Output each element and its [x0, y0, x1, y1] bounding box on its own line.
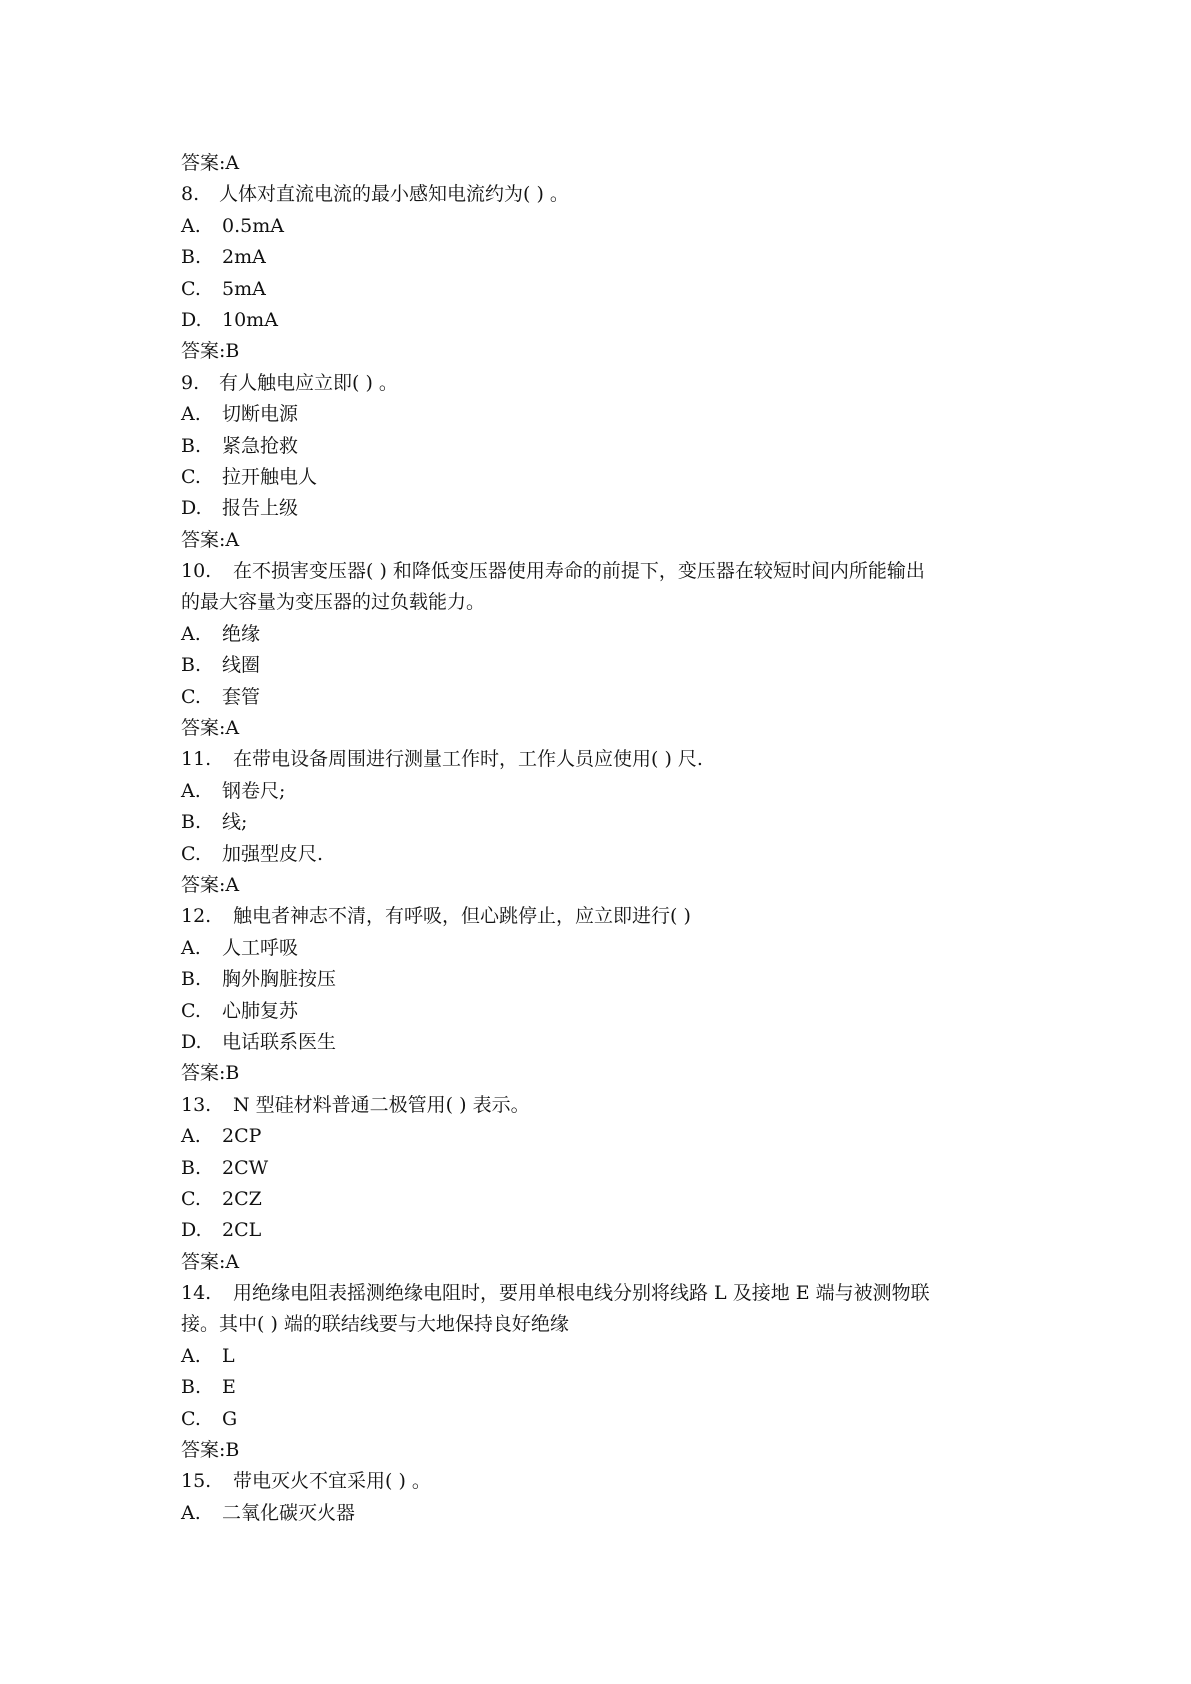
- option-text: L: [222, 1344, 235, 1367]
- option-text: 二氧化碳灭火器: [222, 1501, 356, 1524]
- option-letter: C.: [181, 999, 201, 1022]
- question-text: 在不损害变压器( ) 和降低变压器使用寿命的前提下，变压器在较短时间内所能输出: [233, 560, 925, 583]
- option-text: 2CL: [222, 1219, 262, 1242]
- option-letter: B.: [181, 434, 202, 457]
- option-letter: D.: [181, 1219, 202, 1242]
- option-line: [181, 462, 1011, 493]
- option-text: 10mA: [222, 308, 278, 331]
- option-line: [181, 964, 1011, 995]
- option-line: [181, 807, 1011, 838]
- question-number: 9.: [181, 371, 200, 394]
- option-letter: A.: [181, 403, 201, 426]
- option-text: 2CZ: [222, 1187, 262, 1210]
- option-letter: B.: [181, 968, 202, 991]
- question-line: [181, 1090, 1011, 1121]
- question-line: [181, 179, 1011, 210]
- option-line: [181, 211, 1011, 242]
- option-letter: C.: [181, 1187, 201, 1210]
- option-line: [181, 996, 1011, 1027]
- option-letter: C.: [181, 685, 201, 708]
- question-line: [181, 1278, 1011, 1309]
- option-text: 人工呼吸: [222, 936, 299, 959]
- option-line: [181, 1372, 1011, 1403]
- option-line: [181, 431, 1011, 462]
- answer-line: 答案:B: [181, 1439, 240, 1462]
- option-letter: C.: [181, 842, 201, 865]
- option-letter: A.: [181, 622, 201, 645]
- question-line: [181, 744, 1011, 775]
- option-line: [181, 1184, 1011, 1215]
- option-letter: A.: [181, 936, 201, 959]
- option-letter: C.: [181, 465, 201, 488]
- option-text: 胸外胸脏按压: [222, 968, 337, 991]
- question-text: 人体对直流电流的最小感知电流约为( ) 。: [219, 183, 569, 206]
- question-number: 11.: [181, 748, 212, 771]
- question-continuation: 的最大容量为变压器的过负载能力。: [181, 591, 486, 614]
- answer-line: 答案:A: [181, 717, 240, 740]
- answer-line: 答案:A: [181, 152, 240, 174]
- option-line: [181, 839, 1011, 870]
- option-letter: B.: [181, 246, 202, 269]
- option-letter: A.: [181, 1125, 201, 1148]
- option-line: [181, 493, 1011, 524]
- answer-line: 答案:B: [181, 1062, 240, 1085]
- option-text: 钢卷尺;: [222, 779, 286, 802]
- answer-line: 答案:A: [181, 873, 240, 896]
- option-line: [181, 242, 1011, 273]
- option-letter: D.: [181, 497, 202, 520]
- question-number: 12.: [181, 905, 212, 928]
- option-line: [181, 1121, 1011, 1152]
- option-letter: D.: [181, 308, 202, 331]
- option-text: 线;: [222, 811, 248, 834]
- option-letter: C.: [181, 1407, 201, 1430]
- question-list: [181, 148, 1011, 1529]
- option-letter: A.: [181, 779, 201, 802]
- question-continuation: 接。其中( ) 端的联结线要与大地保持良好绝缘: [181, 1313, 569, 1336]
- option-letter: D.: [181, 1030, 202, 1053]
- answer-line: 答案:A: [181, 1250, 240, 1273]
- option-letter: C.: [181, 277, 201, 300]
- option-letter: B.: [181, 1156, 202, 1179]
- option-text: E: [222, 1376, 236, 1399]
- option-text: 紧急抢救: [222, 434, 299, 457]
- option-letter: B.: [181, 654, 202, 677]
- option-text: 切断电源: [222, 403, 299, 426]
- option-text: 报告上级: [222, 497, 299, 520]
- question-number: 14.: [181, 1282, 212, 1305]
- question-number: 15.: [181, 1470, 212, 1493]
- option-text: 心肺复苏: [222, 999, 299, 1022]
- question-line: [181, 368, 1011, 399]
- question-line: [181, 1466, 1011, 1497]
- option-text: 绝缘: [222, 622, 261, 645]
- question-number: 8.: [181, 183, 200, 206]
- answer-line: 答案:A: [181, 528, 240, 551]
- option-line: [181, 776, 1011, 807]
- option-text: 5mA: [222, 277, 266, 300]
- option-text: 拉开触电人: [222, 465, 318, 488]
- option-line: [181, 1498, 1011, 1529]
- option-text: 2CP: [222, 1125, 262, 1148]
- option-text: 2mA: [222, 246, 266, 269]
- question-text: 带电灭火不宜采用( ) 。: [233, 1470, 431, 1493]
- question-number: 10.: [181, 560, 212, 583]
- option-line: [181, 305, 1011, 336]
- option-letter: B.: [181, 1376, 202, 1399]
- option-text: 2CW: [222, 1156, 269, 1179]
- option-text: 0.5mA: [222, 214, 284, 237]
- option-line: [181, 650, 1011, 681]
- question-text: N 型硅材料普通二极管用( ) 表示。: [233, 1093, 530, 1116]
- option-text: 线圈: [222, 654, 261, 677]
- option-line: [181, 933, 1011, 964]
- option-line: [181, 619, 1011, 650]
- question-text: 有人触电应立即( ) 。: [219, 371, 398, 394]
- option-text: 加强型皮尺.: [222, 842, 324, 865]
- option-text: G: [222, 1407, 238, 1430]
- option-line: [181, 1404, 1011, 1435]
- option-letter: A.: [181, 1501, 201, 1524]
- option-line: [181, 274, 1011, 305]
- option-letter: B.: [181, 811, 202, 834]
- question-text: 触电者神志不清，有呼吸，但心跳停止，应立即进行( ): [233, 905, 691, 928]
- option-line: [181, 1215, 1011, 1246]
- option-text: 电话联系医生: [222, 1030, 337, 1053]
- answer-line: 答案:B: [181, 340, 240, 363]
- option-letter: A.: [181, 1344, 201, 1367]
- option-text: 套管: [222, 685, 261, 708]
- option-line: [181, 1153, 1011, 1184]
- option-line: [181, 399, 1011, 430]
- question-text: 在带电设备周围进行测量工作时，工作人员应使用( ) 尺.: [233, 748, 703, 771]
- option-line: [181, 682, 1011, 713]
- option-line: [181, 1027, 1011, 1058]
- option-letter: A.: [181, 214, 201, 237]
- question-text: 用绝缘电阻表摇测绝缘电阻时，要用单根电线分别将线路 L 及接地 E 端与被测物联: [233, 1282, 930, 1305]
- option-line: [181, 1341, 1011, 1372]
- question-line: [181, 556, 1011, 587]
- question-line: [181, 901, 1011, 932]
- question-number: 13.: [181, 1093, 212, 1116]
